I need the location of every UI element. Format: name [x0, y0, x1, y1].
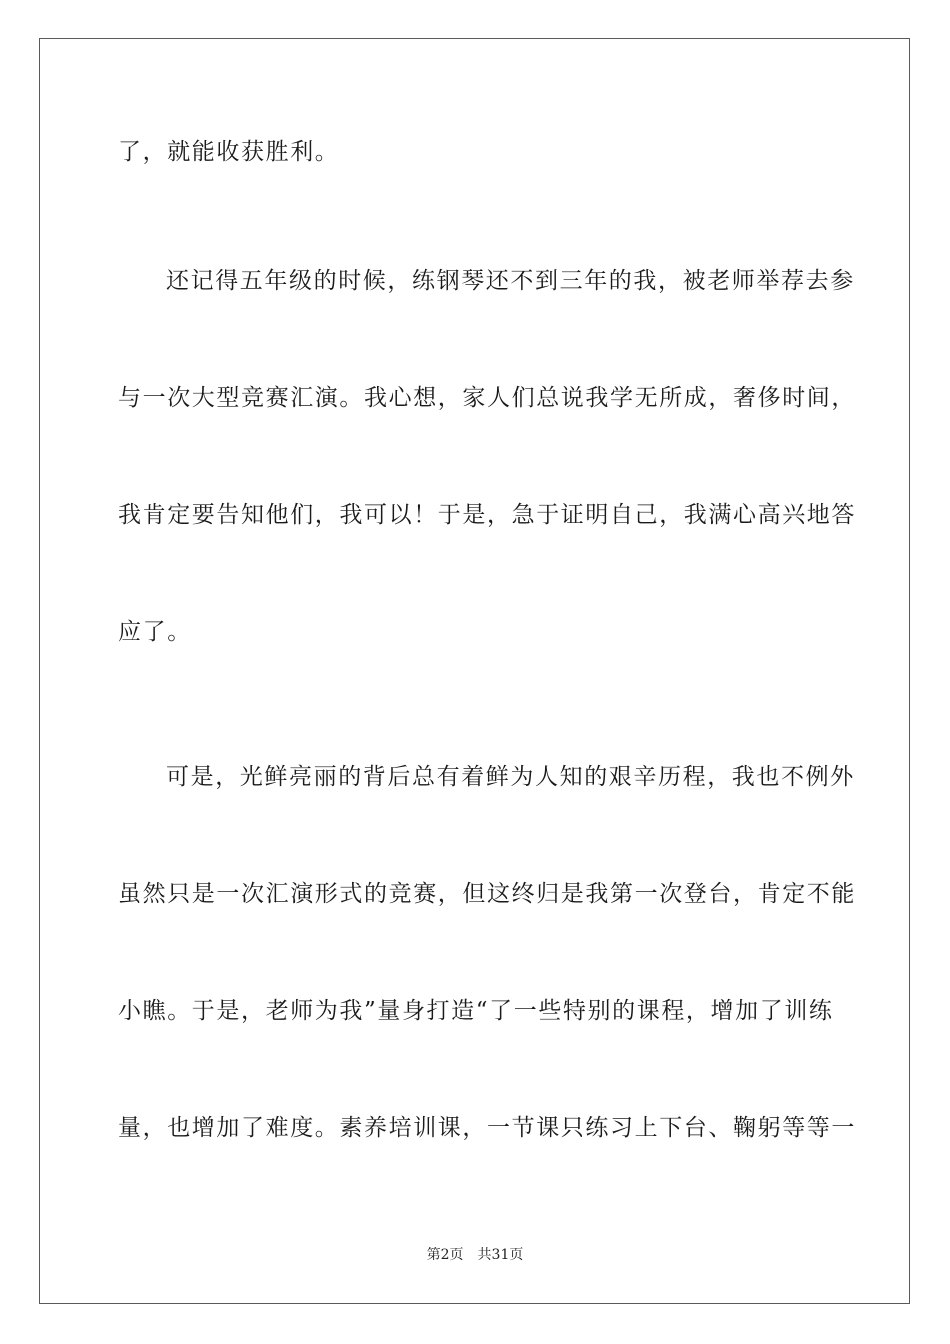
text-line: 了，就能收获胜利。 [118, 139, 340, 165]
text-line: 我肯定要告知他们，我可以！于是，急于证明自己，我满心高兴地答 [118, 502, 856, 528]
paragraph-first-line: 还记得五年级的时候，练钢琴还不到三年的我，被老师举荐去参 [166, 268, 855, 294]
text-line: 小瞧。于是，老师为我”量身打造“了一些特别的课程，增加了训练 [118, 998, 834, 1024]
page-footer [0, 1246, 950, 1264]
text-line: 与一次大型竞赛汇演。我心想，家人们总说我学无所成，奢侈时间， [118, 385, 856, 411]
page-number: 第2页 [426, 1247, 464, 1263]
text-line: 虽然只是一次汇演形式的竞赛，但这终归是我第一次登台，肯定不能 [118, 881, 856, 907]
page-total: 共31页 [477, 1247, 524, 1263]
paragraph-first-line: 可是，光鲜亮丽的背后总有着鲜为人知的艰辛历程，我也不例外 [166, 764, 855, 790]
text-line: 量，也增加了难度。素养培训课，一节课只练习上下台、鞠躬等等一 [118, 1115, 856, 1141]
text-line: 应了。 [118, 619, 192, 645]
